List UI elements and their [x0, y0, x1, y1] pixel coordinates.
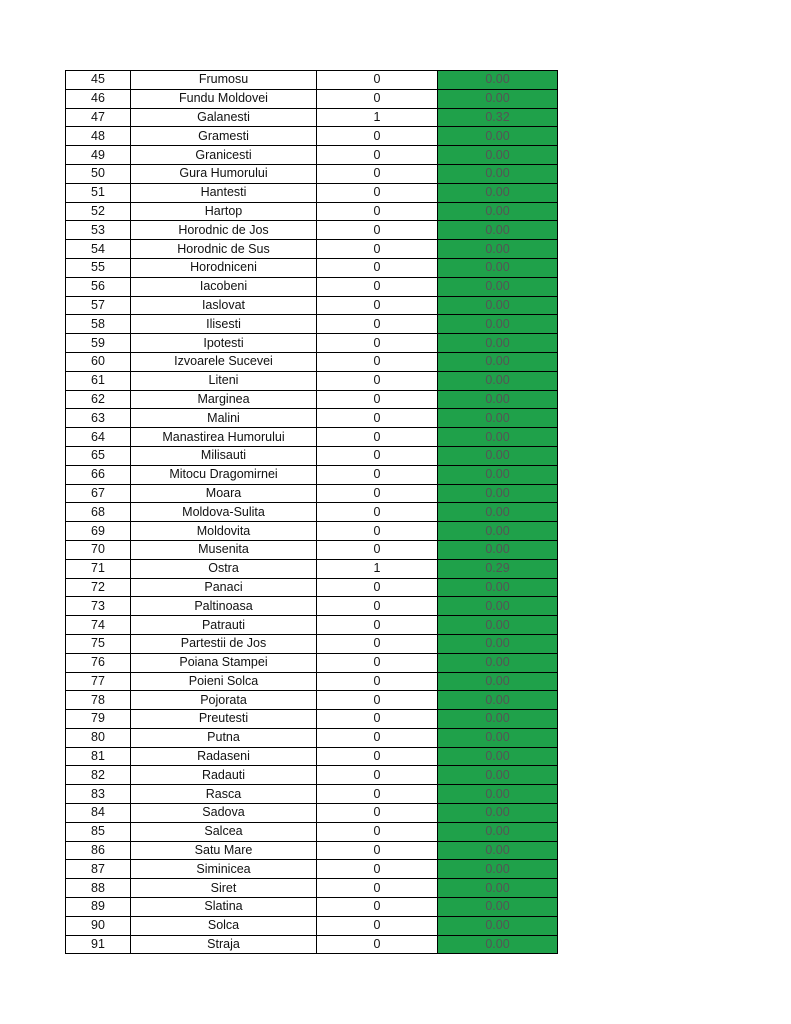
- table-row: [66, 221, 558, 240]
- row-number-cell: 45: [66, 71, 131, 90]
- row-number-cell: 60: [66, 352, 131, 371]
- count-cell: 0: [317, 127, 438, 146]
- count-cell: 0: [317, 935, 438, 954]
- table-row: [66, 935, 558, 954]
- locality-name-cell: Patrauti: [131, 616, 317, 635]
- table-row: [66, 409, 558, 428]
- count-cell: 0: [317, 898, 438, 917]
- table-row: [66, 634, 558, 653]
- count-cell: 0: [317, 879, 438, 898]
- locality-name-cell: Radaseni: [131, 747, 317, 766]
- count-cell: 0: [317, 221, 438, 240]
- row-number-cell: 70: [66, 540, 131, 559]
- locality-name-cell: Pojorata: [131, 691, 317, 710]
- row-number-cell: 46: [66, 89, 131, 108]
- locality-name-cell: Rasca: [131, 785, 317, 804]
- value-cell: 0.00: [438, 879, 558, 898]
- row-number-cell: 82: [66, 766, 131, 785]
- row-number-cell: 75: [66, 634, 131, 653]
- table-row: [66, 616, 558, 635]
- locality-name-cell: Gura Humorului: [131, 164, 317, 183]
- locality-name-cell: Musenita: [131, 540, 317, 559]
- count-cell: 0: [317, 146, 438, 165]
- count-cell: 0: [317, 841, 438, 860]
- value-cell: 0.00: [438, 540, 558, 559]
- value-cell: 0.00: [438, 484, 558, 503]
- locality-name-cell: Gramesti: [131, 127, 317, 146]
- value-cell: 0.00: [438, 691, 558, 710]
- table-row: [66, 258, 558, 277]
- locality-name-cell: Mitocu Dragomirnei: [131, 465, 317, 484]
- count-cell: 0: [317, 634, 438, 653]
- table-row: [66, 916, 558, 935]
- count-cell: 0: [317, 766, 438, 785]
- value-cell: 0.00: [438, 71, 558, 90]
- value-cell: 0.00: [438, 916, 558, 935]
- row-number-cell: 83: [66, 785, 131, 804]
- count-cell: 0: [317, 277, 438, 296]
- value-cell: 0.32: [438, 108, 558, 127]
- count-cell: 0: [317, 578, 438, 597]
- row-number-cell: 73: [66, 597, 131, 616]
- table-row: [66, 108, 558, 127]
- value-cell: 0.00: [438, 258, 558, 277]
- row-number-cell: 79: [66, 710, 131, 729]
- locality-name-cell: Solca: [131, 916, 317, 935]
- count-cell: 0: [317, 409, 438, 428]
- value-cell: 0.00: [438, 822, 558, 841]
- table-row: [66, 240, 558, 259]
- row-number-cell: 47: [66, 108, 131, 127]
- row-number-cell: 68: [66, 503, 131, 522]
- row-number-cell: 49: [66, 146, 131, 165]
- locality-name-cell: Liteni: [131, 371, 317, 390]
- locality-name-cell: Moldovita: [131, 522, 317, 541]
- table-row: [66, 804, 558, 823]
- row-number-cell: 53: [66, 221, 131, 240]
- table-row: [66, 503, 558, 522]
- count-cell: 0: [317, 390, 438, 409]
- row-number-cell: 59: [66, 334, 131, 353]
- count-cell: 0: [317, 710, 438, 729]
- table-row: [66, 446, 558, 465]
- locality-name-cell: Horodnic de Jos: [131, 221, 317, 240]
- table-row: [66, 465, 558, 484]
- row-number-cell: 77: [66, 672, 131, 691]
- row-number-cell: 85: [66, 822, 131, 841]
- row-number-cell: 48: [66, 127, 131, 146]
- locality-name-cell: Hartop: [131, 202, 317, 221]
- table-row: [66, 371, 558, 390]
- count-cell: 0: [317, 503, 438, 522]
- row-number-cell: 56: [66, 277, 131, 296]
- value-cell: 0.00: [438, 164, 558, 183]
- value-cell: 0.00: [438, 428, 558, 447]
- count-cell: 0: [317, 597, 438, 616]
- locality-name-cell: Moara: [131, 484, 317, 503]
- value-cell: 0.00: [438, 277, 558, 296]
- locality-name-cell: Putna: [131, 728, 317, 747]
- count-cell: 1: [317, 559, 438, 578]
- row-number-cell: 76: [66, 653, 131, 672]
- locality-name-cell: Milisauti: [131, 446, 317, 465]
- value-cell: 0.00: [438, 465, 558, 484]
- row-number-cell: 55: [66, 258, 131, 277]
- table-body: [66, 71, 558, 954]
- count-cell: 0: [317, 334, 438, 353]
- row-number-cell: 52: [66, 202, 131, 221]
- count-cell: 0: [317, 747, 438, 766]
- locality-name-cell: Izvoarele Sucevei: [131, 352, 317, 371]
- value-cell: 0.00: [438, 146, 558, 165]
- count-cell: 0: [317, 71, 438, 90]
- count-cell: 0: [317, 296, 438, 315]
- value-cell: 0.00: [438, 766, 558, 785]
- table-row: [66, 315, 558, 334]
- table-row: [66, 146, 558, 165]
- row-number-cell: 89: [66, 898, 131, 917]
- value-cell: 0.00: [438, 352, 558, 371]
- table-row: [66, 728, 558, 747]
- row-number-cell: 62: [66, 390, 131, 409]
- value-cell: 0.00: [438, 653, 558, 672]
- table-row: [66, 296, 558, 315]
- count-cell: 0: [317, 653, 438, 672]
- row-number-cell: 61: [66, 371, 131, 390]
- locality-name-cell: Salcea: [131, 822, 317, 841]
- table-row: [66, 183, 558, 202]
- locality-name-cell: Slatina: [131, 898, 317, 917]
- value-cell: 0.00: [438, 710, 558, 729]
- value-cell: 0.00: [438, 634, 558, 653]
- row-number-cell: 91: [66, 935, 131, 954]
- value-cell: 0.00: [438, 315, 558, 334]
- locality-name-cell: Siminicea: [131, 860, 317, 879]
- table-row: [66, 89, 558, 108]
- count-cell: 0: [317, 540, 438, 559]
- locality-name-cell: Galanesti: [131, 108, 317, 127]
- value-cell: 0.00: [438, 371, 558, 390]
- count-cell: 0: [317, 860, 438, 879]
- row-number-cell: 80: [66, 728, 131, 747]
- locality-name-cell: Ipotesti: [131, 334, 317, 353]
- row-number-cell: 64: [66, 428, 131, 447]
- value-cell: 0.00: [438, 334, 558, 353]
- table-row: [66, 578, 558, 597]
- locality-name-cell: Satu Mare: [131, 841, 317, 860]
- value-cell: 0.00: [438, 785, 558, 804]
- count-cell: 0: [317, 164, 438, 183]
- table-row: [66, 202, 558, 221]
- locality-name-cell: Manastirea Humorului: [131, 428, 317, 447]
- locality-name-cell: Malini: [131, 409, 317, 428]
- count-cell: 0: [317, 240, 438, 259]
- row-number-cell: 72: [66, 578, 131, 597]
- count-cell: 0: [317, 371, 438, 390]
- value-cell: 0.00: [438, 804, 558, 823]
- locality-name-cell: Fundu Moldovei: [131, 89, 317, 108]
- table-row: [66, 822, 558, 841]
- value-cell: 0.29: [438, 559, 558, 578]
- table-row: [66, 841, 558, 860]
- row-number-cell: 65: [66, 446, 131, 465]
- table-row: [66, 127, 558, 146]
- row-number-cell: 69: [66, 522, 131, 541]
- count-cell: 0: [317, 728, 438, 747]
- value-cell: 0.00: [438, 841, 558, 860]
- count-cell: 0: [317, 202, 438, 221]
- value-cell: 0.00: [438, 409, 558, 428]
- locality-name-cell: Horodnic de Sus: [131, 240, 317, 259]
- value-cell: 0.00: [438, 89, 558, 108]
- data-table-container: [65, 70, 558, 954]
- count-cell: 0: [317, 465, 438, 484]
- count-cell: 0: [317, 352, 438, 371]
- table-row: [66, 597, 558, 616]
- row-number-cell: 58: [66, 315, 131, 334]
- locality-name-cell: Moldova-Sulita: [131, 503, 317, 522]
- locality-name-cell: Iaslovat: [131, 296, 317, 315]
- locality-name-cell: Iacobeni: [131, 277, 317, 296]
- value-cell: 0.00: [438, 522, 558, 541]
- value-cell: 0.00: [438, 221, 558, 240]
- table-row: [66, 559, 558, 578]
- value-cell: 0.00: [438, 747, 558, 766]
- table-row: [66, 522, 558, 541]
- count-cell: 0: [317, 691, 438, 710]
- count-cell: 1: [317, 108, 438, 127]
- value-cell: 0.00: [438, 390, 558, 409]
- value-cell: 0.00: [438, 860, 558, 879]
- table-row: [66, 71, 558, 90]
- count-cell: 0: [317, 484, 438, 503]
- table-row: [66, 277, 558, 296]
- locality-name-cell: Siret: [131, 879, 317, 898]
- value-cell: 0.00: [438, 127, 558, 146]
- locality-name-cell: Granicesti: [131, 146, 317, 165]
- count-cell: 0: [317, 804, 438, 823]
- row-number-cell: 81: [66, 747, 131, 766]
- row-number-cell: 50: [66, 164, 131, 183]
- value-cell: 0.00: [438, 616, 558, 635]
- locality-name-cell: Sadova: [131, 804, 317, 823]
- row-number-cell: 86: [66, 841, 131, 860]
- count-cell: 0: [317, 522, 438, 541]
- value-cell: 0.00: [438, 578, 558, 597]
- count-cell: 0: [317, 785, 438, 804]
- value-cell: 0.00: [438, 898, 558, 917]
- value-cell: 0.00: [438, 183, 558, 202]
- row-number-cell: 54: [66, 240, 131, 259]
- locality-name-cell: Poieni Solca: [131, 672, 317, 691]
- count-cell: 0: [317, 428, 438, 447]
- row-number-cell: 74: [66, 616, 131, 635]
- count-cell: 0: [317, 616, 438, 635]
- table-row: [66, 898, 558, 917]
- table-row: [66, 428, 558, 447]
- table-row: [66, 672, 558, 691]
- row-number-cell: 88: [66, 879, 131, 898]
- table-row: [66, 766, 558, 785]
- count-cell: 0: [317, 916, 438, 935]
- locality-name-cell: Radauti: [131, 766, 317, 785]
- table-row: [66, 879, 558, 898]
- table-row: [66, 352, 558, 371]
- row-number-cell: 67: [66, 484, 131, 503]
- row-number-cell: 87: [66, 860, 131, 879]
- locality-name-cell: Hantesti: [131, 183, 317, 202]
- locality-name-cell: Marginea: [131, 390, 317, 409]
- value-cell: 0.00: [438, 597, 558, 616]
- locality-name-cell: Straja: [131, 935, 317, 954]
- table-row: [66, 785, 558, 804]
- row-number-cell: 78: [66, 691, 131, 710]
- table-row: [66, 691, 558, 710]
- count-cell: 0: [317, 446, 438, 465]
- table-row: [66, 164, 558, 183]
- row-number-cell: 63: [66, 409, 131, 428]
- locality-name-cell: Frumosu: [131, 71, 317, 90]
- value-cell: 0.00: [438, 296, 558, 315]
- value-cell: 0.00: [438, 202, 558, 221]
- table-row: [66, 747, 558, 766]
- count-cell: 0: [317, 822, 438, 841]
- table-row: [66, 334, 558, 353]
- value-cell: 0.00: [438, 503, 558, 522]
- row-number-cell: 84: [66, 804, 131, 823]
- count-cell: 0: [317, 315, 438, 334]
- value-cell: 0.00: [438, 935, 558, 954]
- row-number-cell: 57: [66, 296, 131, 315]
- table-row: [66, 540, 558, 559]
- count-cell: 0: [317, 183, 438, 202]
- locality-name-cell: Paltinoasa: [131, 597, 317, 616]
- table-row: [66, 860, 558, 879]
- count-cell: 0: [317, 672, 438, 691]
- locality-name-cell: Ostra: [131, 559, 317, 578]
- locality-name-cell: Horodniceni: [131, 258, 317, 277]
- table-row: [66, 484, 558, 503]
- value-cell: 0.00: [438, 446, 558, 465]
- value-cell: 0.00: [438, 240, 558, 259]
- locality-name-cell: Panaci: [131, 578, 317, 597]
- row-number-cell: 71: [66, 559, 131, 578]
- data-table: [65, 70, 558, 954]
- value-cell: 0.00: [438, 728, 558, 747]
- table-row: [66, 653, 558, 672]
- locality-name-cell: Partestii de Jos: [131, 634, 317, 653]
- value-cell: 0.00: [438, 672, 558, 691]
- table-row: [66, 710, 558, 729]
- locality-name-cell: Preutesti: [131, 710, 317, 729]
- row-number-cell: 90: [66, 916, 131, 935]
- table-row: [66, 390, 558, 409]
- locality-name-cell: Ilisesti: [131, 315, 317, 334]
- count-cell: 0: [317, 258, 438, 277]
- row-number-cell: 51: [66, 183, 131, 202]
- locality-name-cell: Poiana Stampei: [131, 653, 317, 672]
- count-cell: 0: [317, 89, 438, 108]
- row-number-cell: 66: [66, 465, 131, 484]
